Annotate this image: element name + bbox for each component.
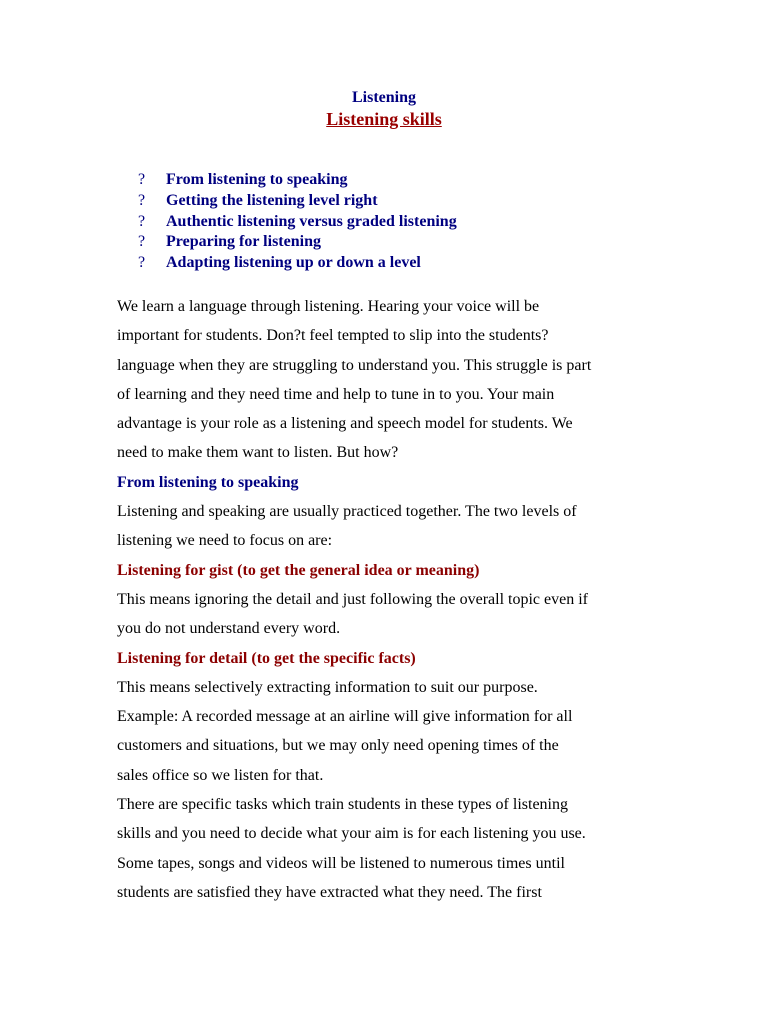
document-subtitle xyxy=(0,108,768,130)
list-item-text: From listening to speaking xyxy=(166,171,348,188)
section-heading: From listening to speaking xyxy=(117,473,299,491)
document-body xyxy=(117,292,657,907)
list-item-text: Authentic listening versus graded listening xyxy=(166,212,457,230)
subsection-heading: Listening for detail (to get the specific facts) xyxy=(117,649,416,667)
body-line: students are satisfied they have extracted what they need. The first xyxy=(117,883,542,901)
body-line: Listening and speaking are usually practiced together. The two levels of xyxy=(117,503,577,521)
body-line: Example: A recorded message at an airline will give information for all xyxy=(117,708,573,726)
list-item xyxy=(138,191,457,212)
subtitle-text: Listening skills xyxy=(326,109,442,129)
body-line: customers and situations, but we may only need opening times of the xyxy=(117,737,559,755)
body-line: This means selectively extracting information to suit our purpose. xyxy=(117,678,538,696)
body-line: language when they are struggling to understand you. This struggle is part xyxy=(117,356,592,374)
body-line: of learning and they need time and help to tune in to you. Your main xyxy=(117,385,555,403)
bullet-marker: ? xyxy=(138,233,146,251)
bullet-marker: ? xyxy=(138,254,146,272)
body-line: This means ignoring the detail and just following the overall topic even if xyxy=(117,590,588,608)
list-item xyxy=(138,253,457,274)
body-line: skills and you need to decide what your aim is for each listening you use. xyxy=(117,825,586,843)
body-line: advantage is your role as a listening and speech model for students. We xyxy=(117,415,573,433)
body-line: sales office so we listen for that. xyxy=(117,766,324,784)
list-item xyxy=(138,212,457,233)
list-item-text: Adapting listening up or down a level xyxy=(166,254,421,272)
bullet-marker: ? xyxy=(138,191,146,209)
body-line: important for students. Don?t feel tempted to slip into the students? xyxy=(117,327,549,345)
topic-list xyxy=(138,170,457,274)
body-line: We learn a language through listening. Hearing your voice will be xyxy=(117,298,540,315)
bullet-marker: ? xyxy=(138,212,146,230)
document-title: Listening xyxy=(351,89,416,106)
list-item-text: Preparing for listening xyxy=(166,233,321,251)
list-item-text: Getting the listening level right xyxy=(166,191,378,209)
body-line: you do not understand every word. xyxy=(117,620,341,638)
body-line: need to make them want to listen. But how? xyxy=(117,444,399,462)
body-line: There are specific tasks which train students in these types of listening xyxy=(117,796,568,814)
list-item xyxy=(138,170,457,191)
body-line: listening we need to focus on are: xyxy=(117,532,333,550)
list-item xyxy=(138,232,457,253)
bullet-marker: ? xyxy=(138,171,146,188)
body-line: Some tapes, songs and videos will be listened to numerous times until xyxy=(117,854,565,872)
subsection-heading: Listening for gist (to get the general idea or meaning) xyxy=(117,561,480,579)
